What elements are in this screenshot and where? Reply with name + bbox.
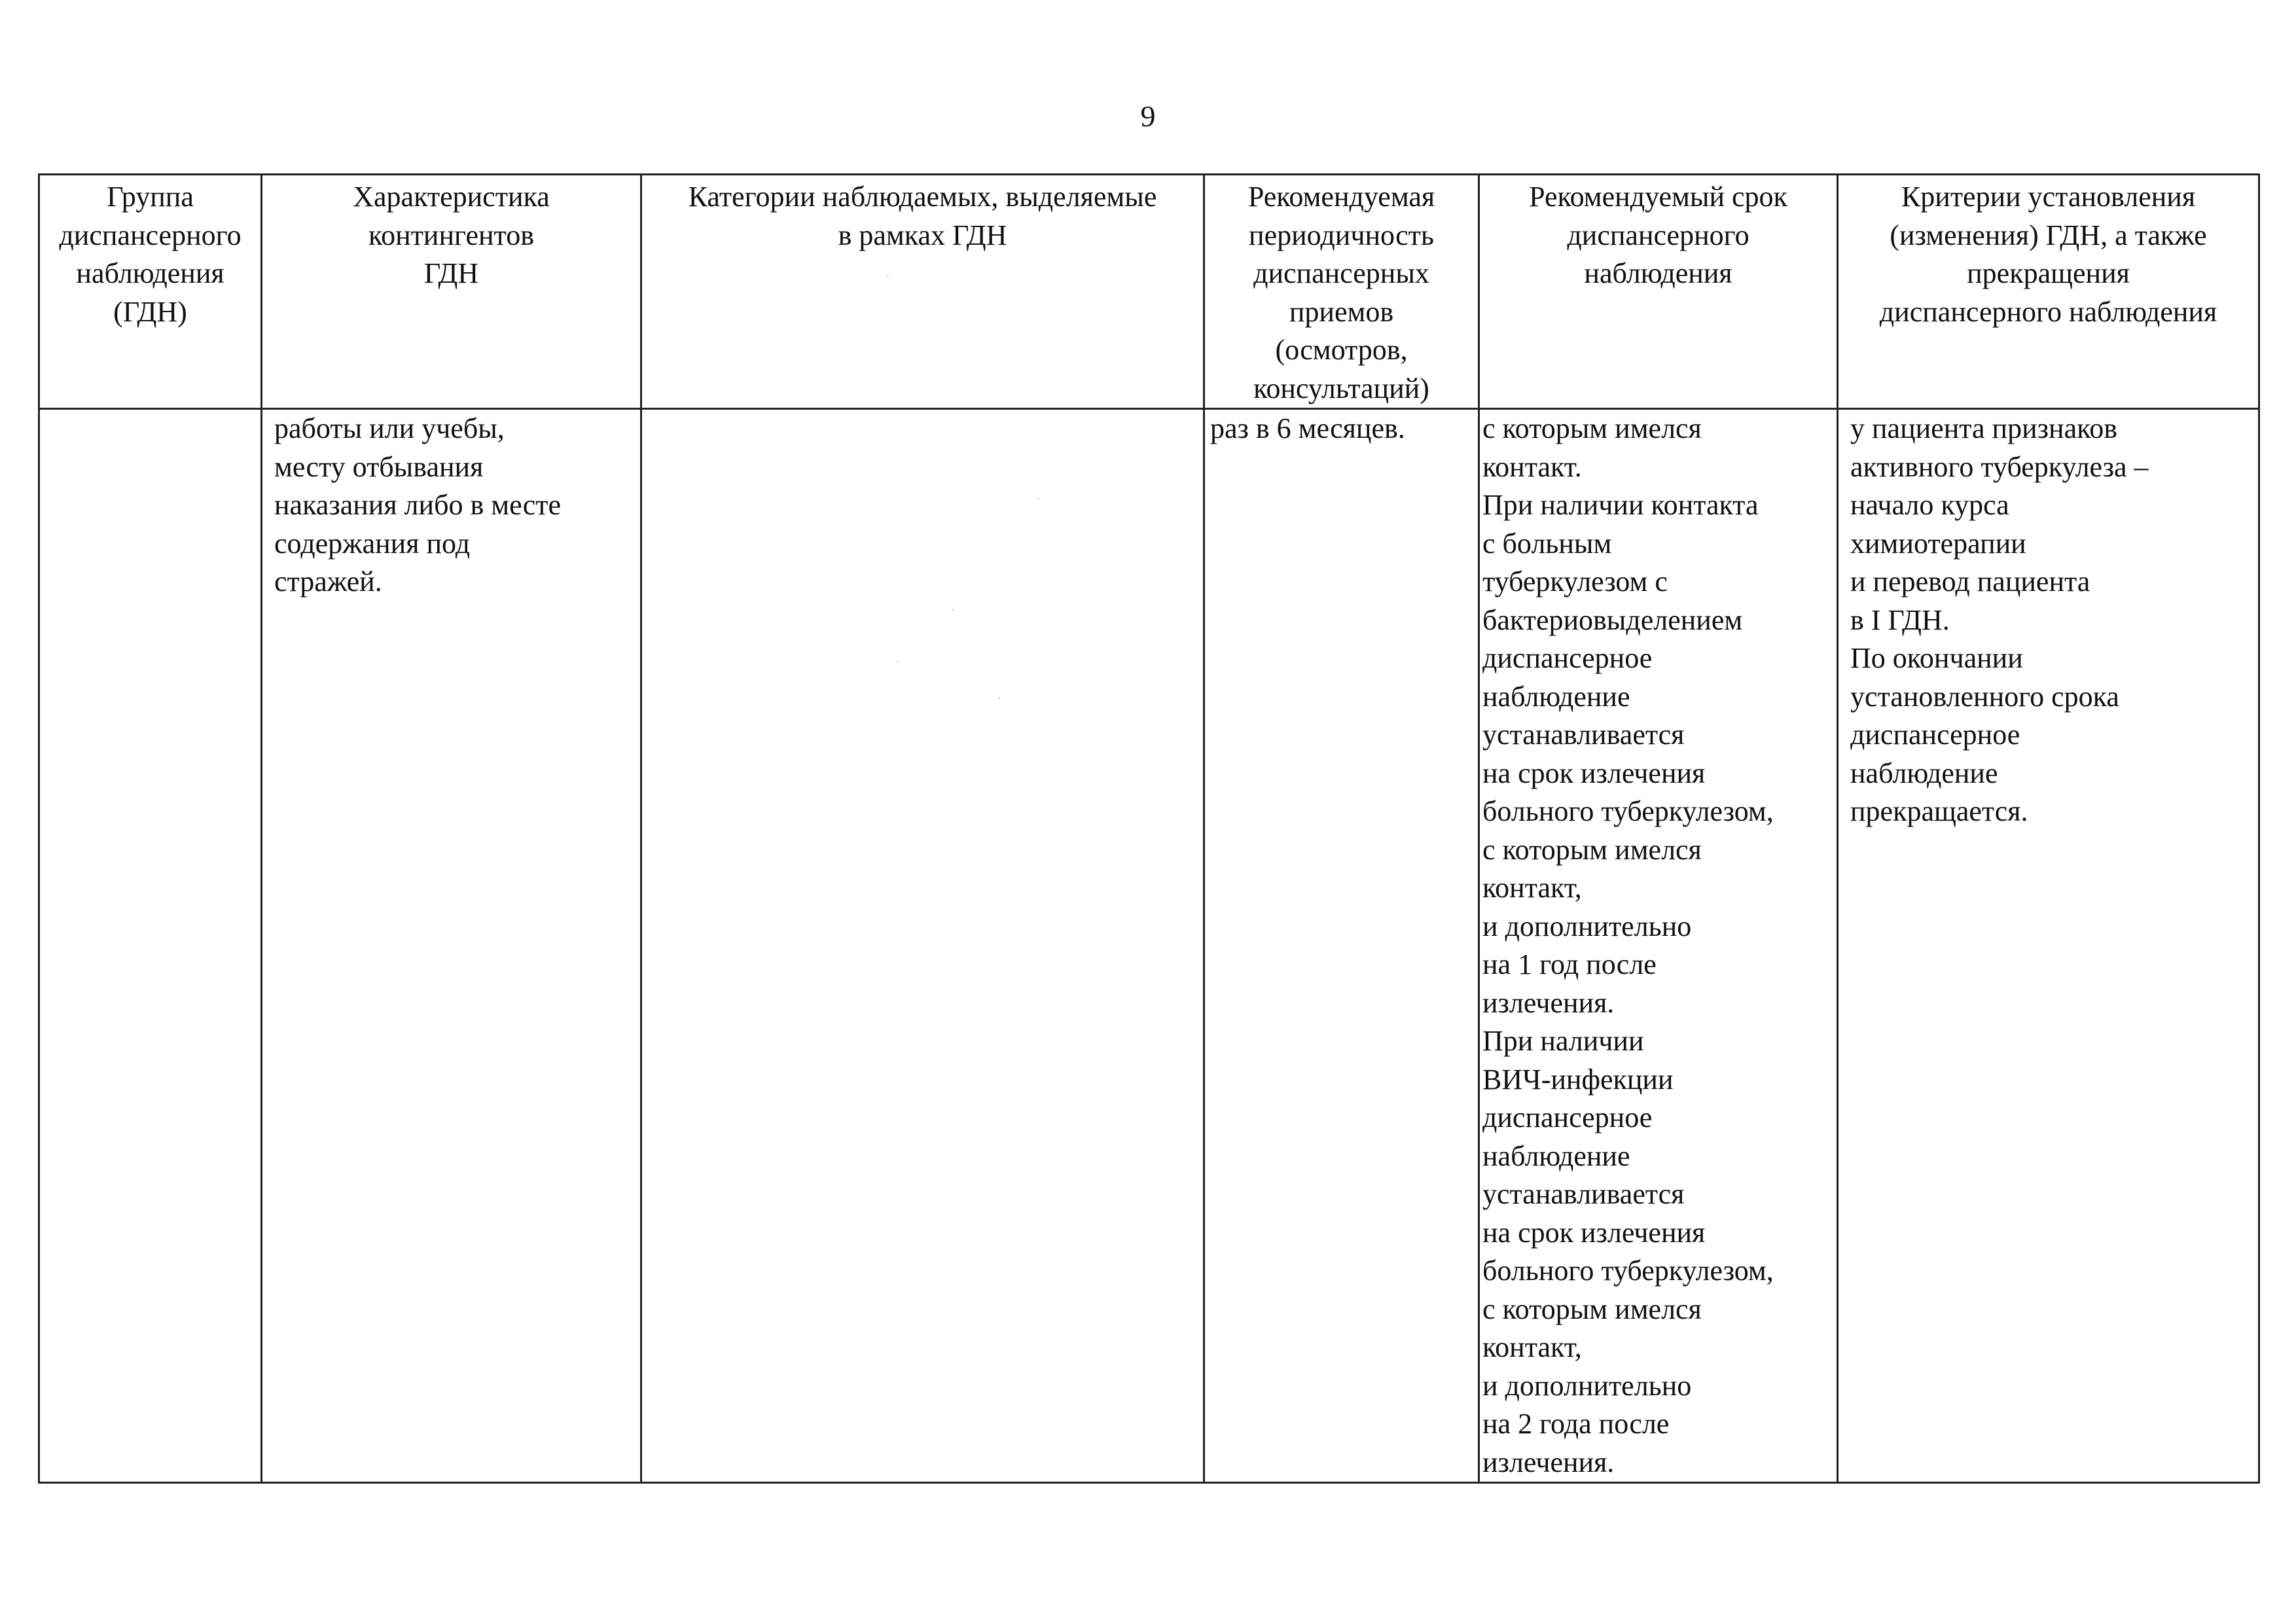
text-line: контакт, <box>1482 1331 1582 1363</box>
term-text <box>1482 410 1837 1482</box>
text-line: на 1 год после <box>1482 948 1657 980</box>
header-recommended-frequency: Рекомендуемая периодичность диспансерных приемов (осмотров, консультаций) <box>1204 175 1479 409</box>
scan-speck <box>887 275 889 277</box>
page-number: 9 <box>1140 99 1156 133</box>
text-line: установленного срока <box>1850 680 2119 713</box>
text-line: наблюдение <box>1850 757 1998 789</box>
text-line: раз в 6 месяцев. <box>1210 412 1405 444</box>
text-line: излечения. <box>1482 1446 1615 1478</box>
text-line: и дополнительно <box>1482 910 1692 942</box>
text-line: активного туберкулеза – <box>1850 450 2149 483</box>
cell-recommended-frequency <box>1204 409 1479 1483</box>
header-recommended-term: Рекомендуемый срок диспансерного наблюдения <box>1479 175 1838 409</box>
text-line: с которым имелся <box>1482 412 1702 444</box>
text-line: При наличии <box>1482 1025 1644 1057</box>
text-line: По окончании <box>1850 642 2023 674</box>
text-line: и перевод пациента <box>1850 565 2090 597</box>
text-line: больного туберкулезом, <box>1482 1255 1774 1287</box>
table-header-row <box>39 175 2259 409</box>
text-line: ВИЧ-инфекции <box>1482 1063 1674 1096</box>
contingent-text <box>274 410 640 601</box>
text-line: контакт. <box>1482 450 1582 483</box>
cell-observed-categories <box>641 409 1204 1483</box>
text-line: диспансерное <box>1482 642 1653 674</box>
text-line: у пациента признаков <box>1850 412 2118 444</box>
text-line: с которым имелся <box>1482 833 1702 866</box>
header-group: Группа диспансерного наблюдения (ГДН) <box>39 175 262 409</box>
header-observed-categories: Категории наблюдаемых, выделяемые в рамках ГДН <box>641 175 1204 409</box>
header-contingent-characteristics: Характеристика контингентов ГДН <box>262 175 641 409</box>
text-line: наказания либо в месте <box>274 489 561 521</box>
text-line: диспансерное <box>1482 1101 1653 1133</box>
text-line: диспансерное <box>1850 719 2020 751</box>
text-line: на 2 года после <box>1482 1408 1670 1440</box>
scan-speck <box>1037 497 1039 499</box>
frequency-text <box>1210 410 1478 448</box>
text-line: больного туберкулезом, <box>1482 795 1774 827</box>
text-line: устанавливается <box>1482 719 1685 751</box>
text-line: с которым имелся <box>1482 1293 1702 1325</box>
text-line: бактериовыделением <box>1482 603 1743 636</box>
text-line: на срок излечения <box>1482 1216 1706 1249</box>
text-line: стражей. <box>274 565 382 597</box>
text-line: При наличии контакта <box>1482 489 1759 521</box>
text-line: на срок излечения <box>1482 757 1706 789</box>
text-line: и дополнительно <box>1482 1369 1692 1402</box>
text-line: химиотерапии <box>1850 527 2026 560</box>
cell-recommended-term <box>1479 409 1838 1483</box>
text-line: прекращается. <box>1850 795 2028 827</box>
scan-speck <box>998 697 1000 699</box>
text-line: начало курса <box>1850 489 2009 521</box>
table-row <box>39 409 2259 1483</box>
text-line: устанавливается <box>1482 1178 1685 1210</box>
cell-contingent-characteristics <box>262 409 641 1483</box>
text-line: излечения. <box>1482 986 1615 1019</box>
scan-speck <box>952 609 954 611</box>
text-line: наблюдение <box>1482 1139 1630 1172</box>
dispensary-observation-table <box>38 173 2260 1484</box>
text-line: месту отбывания <box>274 450 484 483</box>
text-line: контакт, <box>1482 872 1582 904</box>
cell-group <box>39 409 262 1483</box>
text-line: содержания под <box>274 527 471 560</box>
criteria-text <box>1850 410 2258 831</box>
cell-criteria <box>1838 409 2259 1483</box>
text-line: в I ГДН. <box>1850 603 1950 636</box>
text-line: туберкулезом с <box>1482 565 1668 597</box>
scan-speck <box>897 661 899 663</box>
text-line: наблюдение <box>1482 680 1630 713</box>
text-line: работы или учебы, <box>274 412 505 444</box>
text-line: с больным <box>1482 527 1612 560</box>
header-criteria: Критерии установления (изменения) ГДН, а также прекращения диспансерного наблюдения <box>1838 175 2259 409</box>
